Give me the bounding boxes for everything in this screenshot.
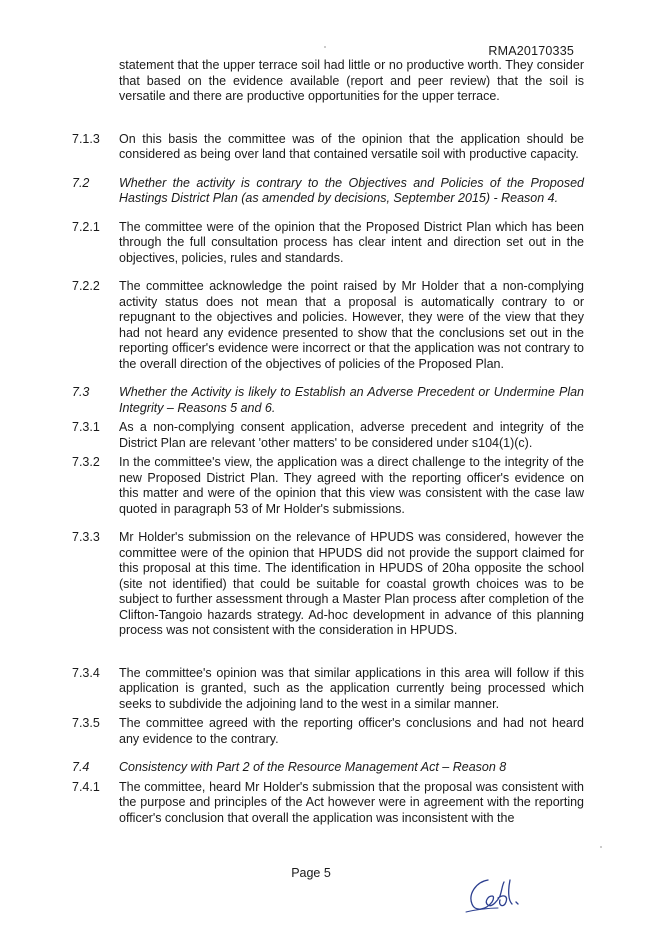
paragraph-number: 7.3.5 — [72, 716, 100, 730]
paragraph-continuation — [72, 58, 584, 105]
paragraph-7-3-2 — [72, 455, 584, 517]
paragraph-7-2-2 — [72, 279, 584, 372]
page-number: Page 5 — [291, 866, 331, 880]
section-title: Whether the Activity is likely to Establish an Adverse Precedent or Undermine Plan Integrity – Reasons 5 and 6. — [119, 385, 584, 415]
paragraph-text: The committee were of the opinion that the Proposed District Plan which has been through the full consultation process has clear intent and direction set out in the objectives, policies, rules and standards. — [119, 219, 584, 265]
paragraph-text: statement that the upper terrace soil had little or no productive worth. They consider that based on the evidence available (report and peer review) that the soil is versatile and there are productive opportunities for the upper terrace. — [119, 58, 584, 103]
document-reference: RMA20170335 — [488, 44, 574, 58]
section-number: 7.3 — [72, 385, 90, 399]
paragraph-7-2-1 — [72, 220, 584, 267]
paragraph-number: 7.3.1 — [72, 420, 100, 434]
paragraph-number: 7.3.3 — [72, 530, 100, 544]
paragraph-7-3-4 — [72, 666, 584, 713]
paragraph-text: In the committee's view, the application was a direct challenge to the integrity of the new Proposed District Plan. They agreed with the reporting officer's evidence on this matter and were of the opinion that this view was consistent with the case law quoted in paragraph 53 of Mr Holder's submissions. — [119, 455, 584, 516]
paragraph-number: 7.4.1 — [72, 779, 100, 794]
paragraph-text: The committee's opinion was that similar applications in this area will follow if this application is granted, such as the application currently being processed which seeks to subdivide the adjoining land to the west in a similar manner. — [119, 665, 584, 711]
paragraph-7-1-3 — [72, 132, 584, 163]
paragraph-7-3-5 — [72, 716, 584, 747]
paragraph-number: 7.3.4 — [72, 665, 100, 680]
paragraph-number: 7.2.1 — [72, 219, 100, 234]
paragraph-text: On this basis the committee was of the opinion that the application should be considered as being over land that contained versatile soil with productive capacity. — [119, 131, 584, 161]
paragraph-number: 7.1.3 — [72, 131, 100, 146]
paragraph-7-3-1 — [72, 420, 584, 451]
paragraph-number: 7.2.2 — [72, 279, 100, 293]
scan-speck — [600, 846, 602, 848]
paragraph-number: 7.3.2 — [72, 455, 100, 469]
paragraph-7-4-1 — [72, 780, 584, 827]
section-number: 7.4 — [72, 760, 90, 774]
section-heading-7-4 — [72, 760, 584, 776]
scan-speck — [324, 46, 326, 48]
paragraph-7-3-3 — [72, 530, 584, 639]
paragraph-text: The committee acknowledge the point raised by Mr Holder that a non-complying activity status does not mean that a proposal is automatically contrary to or repugnant to the objectives and policies. However, they were of the view that they had not heard any evidence presented to show that the conclusions set out in the reporting officer's evidence were incorrect or that the application was not contrary to the overall direction of the objectives of policies of the Proposed Plan. — [119, 279, 584, 371]
paragraph-text: The committee, heard Mr Holder's submission that the proposal was consistent with the purpose and principles of the Act however were in agreement with the reporting officer's conclusion that overall the application was inconsistent with the — [119, 779, 584, 825]
document-body — [72, 58, 584, 826]
paragraph-text: Mr Holder's submission on the relevance of HPUDS was considered, however the committee were of the opinion that HPUDS did not provide the support claimed for this proposal at this time. The identification in HPUDS of 20ha opposite the school (site not identified) that could be suitable for coastal growth choices was to be subject to further assessment through a Master Plan process after completion of the Clifton-Tangoio hazards strategy. Ad-hoc development in advance of this planning process was not consistent with the consideration in HPUDS. — [119, 530, 584, 637]
section-title: Consistency with Part 2 of the Resource Management Act – Reason 8 — [119, 760, 507, 774]
paragraph-number — [72, 58, 119, 105]
signature-initials — [458, 872, 538, 920]
section-heading-7-2 — [72, 176, 584, 207]
paragraph-text: The committee agreed with the reporting officer's conclusions and had not heard any evidence to the contrary. — [119, 716, 584, 746]
section-heading-7-3 — [72, 385, 584, 416]
section-number: 7.2 — [72, 175, 90, 190]
section-title: Whether the activity is contrary to the Objectives and Policies of the Proposed Hastings District Plan (as amended by decisions, September 2015) - Reason 4. — [119, 175, 584, 205]
paragraph-text: As a non-complying consent application, adverse precedent and integrity of the District Plan are relevant 'other matters' to be considered under s104(1)(c). — [119, 420, 584, 450]
